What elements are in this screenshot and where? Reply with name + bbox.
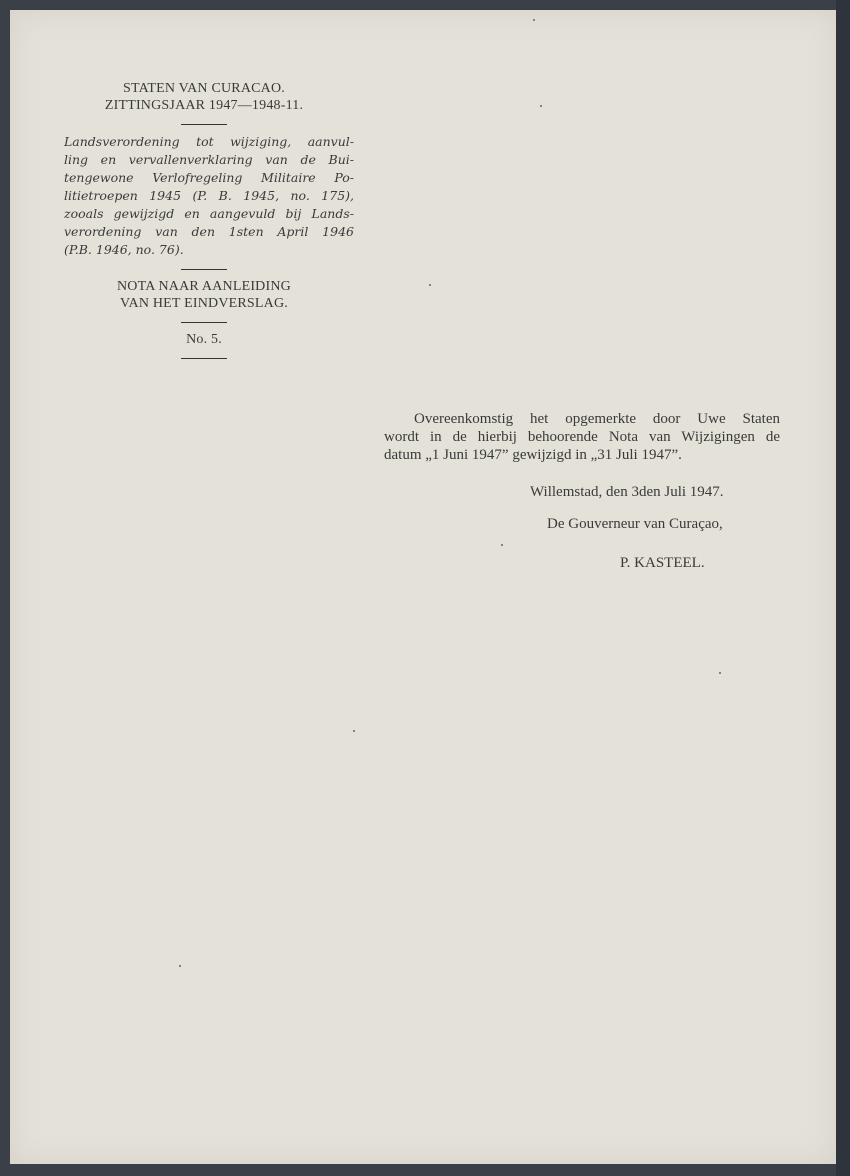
divider-rule <box>181 269 227 270</box>
scanner-background-edge <box>836 0 850 1176</box>
signatory-name: P. KASTEEL. <box>620 555 705 571</box>
nota-number: No. 5. <box>186 332 222 347</box>
subject-line: litietroepen 1945 (P. B. 1945, no. 175), <box>64 188 354 203</box>
subject-line: verordening van den 1sten April 1946 <box>64 224 354 239</box>
paper-speck <box>540 105 542 107</box>
subject-line: zooals gewijzigd en aangevuld bij Lands- <box>64 206 354 221</box>
paper-speck <box>501 544 503 546</box>
paper-speck <box>429 284 431 286</box>
header-title: STATEN VAN CURACAO. <box>122 81 286 96</box>
signatory-title: De Gouverneur van Curaçao, <box>547 516 723 532</box>
paper-speck <box>533 19 535 21</box>
subject-paragraph <box>64 133 354 259</box>
body-line: wordt in de hierbij behoorende Nota van Wijzigingen de <box>384 429 780 445</box>
body-line: datum „1 Juni 1947” gewijzigd in „31 Juli 1947”. <box>384 447 682 463</box>
subject-line: tengewone Verlofregeling Militaire Po- <box>64 170 354 185</box>
nota-title-line2: VAN HET EINDVERSLAG. <box>120 296 288 311</box>
subject-line: ling en vervallenverklaring van de Bui- <box>64 152 354 167</box>
subject-line: (P.B. 1946, no. 76). <box>64 242 184 257</box>
body-line: Overeenkomstig het opgemerkte door Uwe Staten <box>414 411 780 427</box>
subject-line: Landsverordening tot wijziging, aanvul- <box>64 134 354 149</box>
place-date: Willemstad, den 3den Juli 1947. <box>530 484 724 500</box>
paper-speck <box>719 672 721 674</box>
body-paragraph <box>384 410 780 464</box>
divider-rule <box>181 124 227 125</box>
paper-speck <box>179 965 181 967</box>
nota-title-line1: NOTA NAAR AANLEIDING <box>117 279 291 294</box>
document-header <box>54 80 354 367</box>
paper-speck <box>353 730 355 732</box>
divider-rule <box>181 322 227 323</box>
divider-rule <box>181 358 227 359</box>
header-session: ZITTINGSJAAR 1947—1948-11. <box>104 98 304 113</box>
